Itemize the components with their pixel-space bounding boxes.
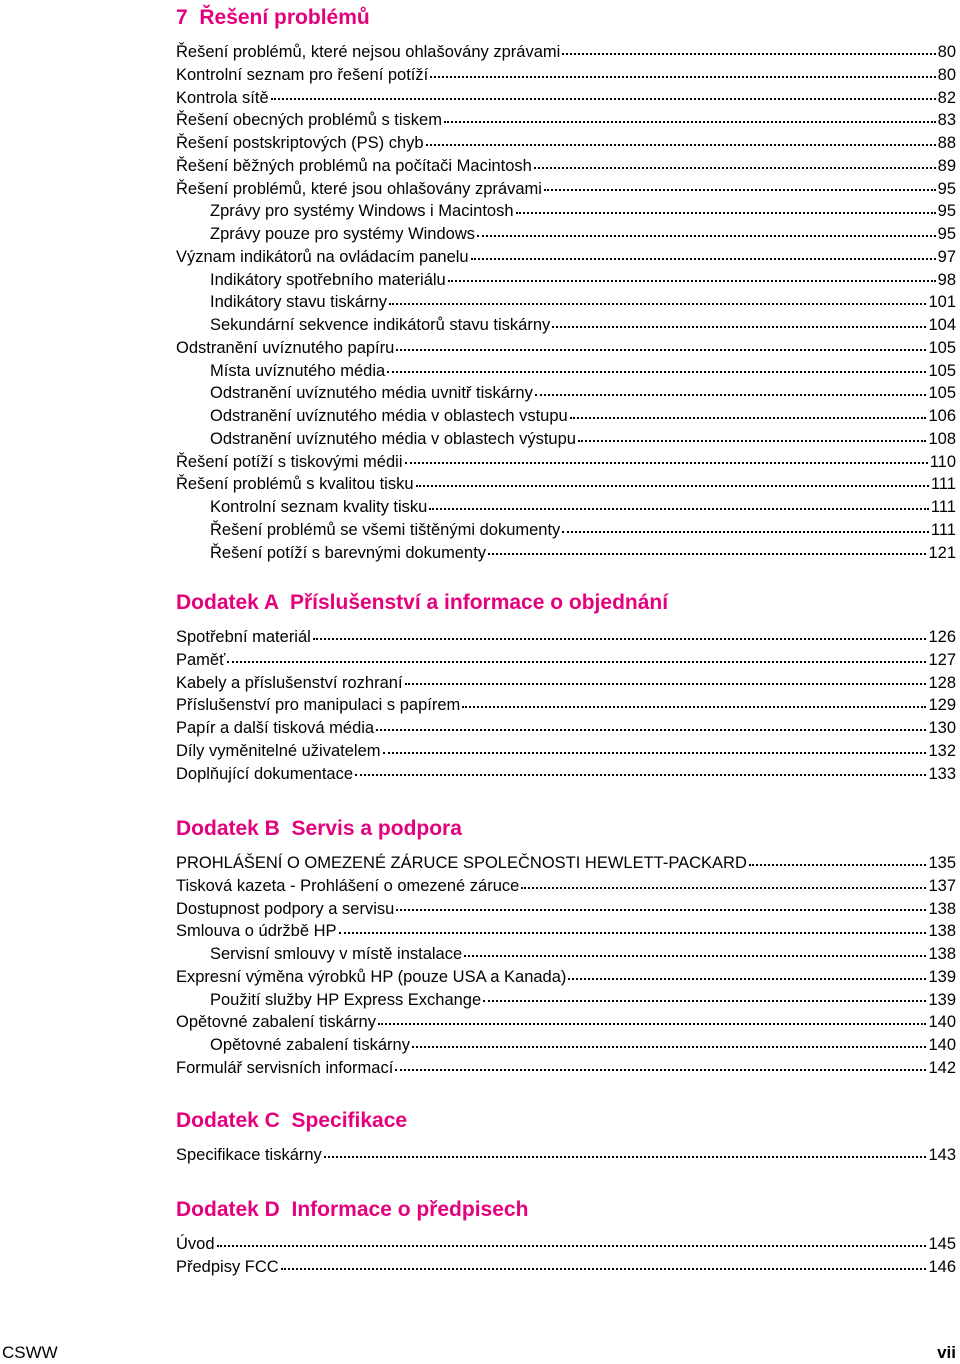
- toc-entry-page: 88: [937, 134, 956, 152]
- toc-entry-page: 140: [928, 1036, 956, 1054]
- toc-entry[interactable]: [176, 1034, 956, 1057]
- toc-entry-page: 82: [937, 88, 956, 107]
- dot-leader: [376, 728, 926, 731]
- toc-entry-label: Servisní smlouvy v místě instalace: [210, 945, 463, 963]
- toc-entry-label: Indikátory stavu tiskárny: [210, 293, 387, 312]
- section-entries: [176, 626, 956, 785]
- toc-entry-label: Specifikace tiskárny: [176, 1146, 322, 1164]
- toc-entry-label: Tisková kazeta - Prohlášení o omezené záruce: [176, 876, 520, 895]
- dot-leader: [387, 370, 926, 373]
- toc-entry-label: Předpisy FCC: [176, 1257, 279, 1276]
- dot-leader: [483, 999, 926, 1002]
- toc-entry-page: 95: [937, 179, 956, 198]
- toc-entry[interactable]: [176, 626, 956, 649]
- toc-entry-label: Zprávy pro systémy Windows i Macintosh: [210, 202, 514, 221]
- toc-entry[interactable]: [176, 1011, 956, 1034]
- toc-entry[interactable]: [176, 989, 956, 1012]
- toc-entry[interactable]: [176, 337, 956, 360]
- toc-entry-page: 80: [937, 43, 956, 61]
- toc-entry[interactable]: [176, 1057, 956, 1080]
- dot-leader: [516, 211, 936, 214]
- toc-entry[interactable]: [176, 405, 956, 428]
- toc-entry-label: Odstranění uvíznutého média v oblastech vstupu: [210, 407, 568, 425]
- dot-leader: [430, 75, 935, 78]
- toc-entry-label: Význam indikátorů na ovládacím panelu: [176, 247, 469, 266]
- toc-entry-label: Místa uvíznutého média: [210, 361, 386, 380]
- toc-entry-page: 111: [930, 520, 956, 539]
- toc-entry-page: 143: [928, 1146, 956, 1164]
- toc-entry-label: Řešení problémů s kvalitou tisku: [176, 475, 414, 494]
- toc-entry[interactable]: [176, 246, 956, 269]
- section-entries: [176, 1233, 956, 1279]
- toc-entry[interactable]: [176, 428, 956, 451]
- toc-entry[interactable]: [176, 109, 956, 132]
- toc-entry-label: Řešení problémů, které nejsou ohlašovány zprávami: [176, 43, 561, 61]
- toc-entry-page: 105: [928, 384, 956, 403]
- toc-section-appendix-d: [176, 1196, 956, 1279]
- toc-entry-label: Formulář servisních informací: [176, 1058, 394, 1077]
- toc-entry[interactable]: [176, 672, 956, 695]
- toc-entry[interactable]: [176, 519, 956, 542]
- toc-entry[interactable]: [176, 64, 956, 87]
- toc-entry-page: 80: [937, 65, 956, 84]
- section-title: Dodatek B Servis a podpora: [176, 817, 462, 840]
- toc-entry-label: Řešení problémů se všemi tištěnými dokumenty: [210, 520, 561, 539]
- dot-leader: [227, 660, 926, 663]
- toc-entry[interactable]: [176, 542, 956, 565]
- toc-entry-page: 126: [928, 628, 956, 646]
- dot-leader: [444, 120, 936, 123]
- toc-entry-label: Řešení problémů, které jsou ohlašovány zprávami: [176, 179, 542, 198]
- toc-entry-label: Expresní výměna výrobků HP (pouze USA a Kanada): [176, 967, 567, 986]
- toc-entry-label: Díly vyměnitelné uživatelem: [176, 741, 381, 760]
- dot-leader: [281, 1267, 927, 1270]
- toc-entry-page: 146: [928, 1257, 956, 1276]
- dot-leader: [412, 1045, 927, 1048]
- toc-entry-label: Řešení běžných problémů na počítači Macintosh: [176, 156, 532, 175]
- toc-entry-page: 111: [930, 475, 956, 494]
- dot-leader: [462, 705, 926, 708]
- dot-leader: [578, 439, 927, 442]
- toc-entry-label: Spotřební materiál: [176, 628, 311, 646]
- toc-entry-page: 111: [930, 498, 956, 516]
- toc-entry-page: 104: [928, 316, 956, 334]
- toc-entry-page: 140: [928, 1013, 956, 1032]
- dot-leader: [396, 348, 926, 351]
- toc-entry-page: 89: [937, 156, 956, 175]
- toc-entry[interactable]: [176, 649, 956, 672]
- dot-leader: [271, 97, 936, 100]
- toc-entry-page: 83: [937, 111, 956, 130]
- toc-entry-page: 108: [928, 429, 956, 448]
- toc-entry-label: Papír a další tisková média: [176, 719, 375, 737]
- toc-entry-label: Příslušenství pro manipulaci s papírem: [176, 696, 461, 715]
- dot-leader: [217, 1244, 927, 1247]
- toc-entry[interactable]: [176, 451, 956, 474]
- toc-entry-page: 130: [928, 719, 956, 737]
- section-entries: [176, 41, 956, 564]
- toc-entry-page: 98: [937, 270, 956, 289]
- section-entries: [176, 852, 956, 1080]
- dot-leader: [488, 552, 926, 555]
- toc-entry-label: Zprávy pouze pro systémy Windows: [210, 225, 476, 243]
- toc-entry[interactable]: [176, 360, 956, 383]
- toc-entry[interactable]: [176, 1233, 956, 1256]
- toc-entry[interactable]: [176, 694, 956, 717]
- toc-entry-page: 97: [937, 247, 956, 266]
- toc-entry-page: 137: [928, 876, 956, 895]
- toc-entry-label: Kontrolní seznam kvality tisku: [210, 498, 428, 516]
- toc-entry-label: Odstranění uvíznutého papíru: [176, 338, 395, 357]
- dot-leader: [426, 143, 936, 146]
- dot-leader: [562, 530, 929, 533]
- toc-entry-label: Řešení obecných problémů s tiskem: [176, 111, 442, 130]
- dot-leader: [568, 977, 926, 980]
- toc-entry[interactable]: [176, 41, 956, 64]
- toc-entry-label: Odstranění uvíznutého média v oblastech výstupu: [210, 429, 576, 448]
- dot-leader: [429, 507, 929, 510]
- toc-entry[interactable]: [176, 740, 956, 763]
- toc-section-7: [176, 4, 956, 564]
- footer-doc-code: CSWW: [2, 1343, 58, 1362]
- toc-entry-label: Sekundární sekvence indikátorů stavu tiskárny: [210, 316, 551, 334]
- toc-entry-page: 138: [928, 922, 956, 941]
- toc-entry[interactable]: [176, 200, 956, 223]
- toc-entry-label: Opětovné zabalení tiskárny: [176, 1013, 376, 1032]
- toc-entry[interactable]: [176, 1256, 956, 1279]
- toc-entry-page: 139: [928, 990, 956, 1009]
- toc-entry-page: 106: [928, 407, 956, 425]
- toc-entry-label: Řešení potíží s barevnými dokumenty: [210, 543, 487, 562]
- toc-entry-page: 145: [928, 1235, 956, 1253]
- toc-entry-page: 101: [928, 293, 956, 312]
- toc-section-appendix-c: [176, 1107, 956, 1167]
- section-entries: [176, 1144, 956, 1167]
- dot-leader: [396, 908, 926, 911]
- toc-entry[interactable]: [176, 269, 956, 292]
- toc-entry-page: 110: [929, 452, 956, 471]
- section-title: Dodatek A Příslušenství a informace o objednání: [176, 591, 669, 614]
- toc-entry-page: 132: [928, 741, 956, 760]
- toc-entry-label: Řešení postskriptových (PS) chyb: [176, 134, 424, 152]
- toc-entry-label: Kontrola sítě: [176, 88, 269, 107]
- toc-entry[interactable]: [176, 717, 956, 740]
- dot-leader: [464, 954, 926, 957]
- toc-entry[interactable]: [176, 155, 956, 178]
- toc-entry-label: Použití služby HP Express Exchange: [210, 990, 482, 1009]
- toc-entry-label: PROHLÁŠENÍ O OMEZENÉ ZÁRUCE SPOLEČNOSTI HEWLETT-PACKARD: [176, 854, 747, 872]
- dot-leader: [405, 682, 927, 685]
- toc-entry[interactable]: [176, 314, 956, 337]
- toc-entry[interactable]: [176, 943, 956, 966]
- dot-leader: [395, 1068, 926, 1071]
- footer-page-number: vii: [937, 1343, 956, 1362]
- toc-entry-page: 138: [928, 945, 956, 963]
- toc-entry-label: Smlouva o údržbě HP: [176, 922, 337, 941]
- dot-leader: [389, 302, 926, 305]
- toc-entry-label: Kabely a příslušenství rozhraní: [176, 673, 403, 692]
- toc-entry-label: Kontrolní seznam pro řešení potíží: [176, 65, 429, 84]
- dot-leader: [339, 931, 927, 934]
- dot-leader: [535, 393, 927, 396]
- toc-entry-label: Odstranění uvíznutého média uvnitř tiskárny: [210, 384, 533, 403]
- toc-entry-page: 105: [928, 361, 956, 380]
- toc-entry[interactable]: [176, 763, 956, 786]
- dot-leader: [378, 1022, 927, 1025]
- section-title: Dodatek C Specifikace: [176, 1109, 408, 1132]
- dot-leader: [313, 637, 927, 640]
- toc-entry-label: Dostupnost podpory a servisu: [176, 899, 395, 918]
- dot-leader: [534, 166, 936, 169]
- section-title: Dodatek D Informace o předpisech: [176, 1198, 529, 1221]
- dot-leader: [405, 461, 928, 464]
- toc-section-appendix-b: [176, 815, 956, 1080]
- toc-entry-label: Řešení potíží s tiskovými médii: [176, 452, 403, 471]
- toc-entry-page: 127: [928, 650, 956, 669]
- dot-leader: [570, 416, 927, 419]
- dot-leader: [477, 234, 936, 237]
- toc-entry[interactable]: [176, 87, 956, 110]
- toc-entry[interactable]: [176, 496, 956, 519]
- toc-entry-page: 135: [928, 854, 956, 872]
- toc-entry-page: 128: [928, 673, 956, 692]
- dot-leader: [471, 257, 936, 260]
- toc-entry-page: 139: [928, 967, 956, 986]
- toc-entry-page: 138: [928, 899, 956, 918]
- dot-leader: [416, 484, 929, 487]
- toc-section-appendix-a: [176, 589, 956, 785]
- toc-entry-label: Indikátory spotřebního materiálu: [210, 270, 446, 289]
- toc-entry-page: 142: [928, 1058, 956, 1077]
- toc-entry[interactable]: [176, 382, 956, 405]
- toc-entry-page: 133: [928, 764, 956, 783]
- toc-entry[interactable]: [176, 132, 956, 155]
- toc-entry-page: 121: [928, 543, 956, 562]
- toc-entry-page: 95: [937, 202, 956, 221]
- dot-leader: [448, 279, 936, 282]
- dot-leader: [355, 773, 926, 776]
- toc-entry-label: Opětovné zabalení tiskárny: [210, 1036, 410, 1054]
- toc-entry[interactable]: [176, 473, 956, 496]
- toc-entry[interactable]: [176, 875, 956, 898]
- dot-leader: [552, 325, 926, 328]
- toc-entry[interactable]: [176, 920, 956, 943]
- toc-entry[interactable]: [176, 1144, 956, 1167]
- toc-entry-page: 129: [928, 696, 956, 715]
- toc-entry-label: Úvod: [176, 1235, 215, 1253]
- toc-entry-label: Paměť: [176, 650, 226, 669]
- dot-leader: [544, 188, 936, 191]
- toc-entry-label: Doplňující dokumentace: [176, 764, 354, 783]
- section-title: 7 Řešení problémů: [176, 6, 370, 29]
- toc-entry[interactable]: [176, 223, 956, 246]
- dot-leader: [324, 1155, 927, 1158]
- dot-leader: [749, 863, 927, 866]
- toc-entry[interactable]: [176, 852, 956, 875]
- toc-entry[interactable]: [176, 898, 956, 921]
- dot-leader: [383, 751, 927, 754]
- dot-leader: [521, 886, 926, 889]
- dot-leader: [562, 52, 935, 55]
- toc-entry[interactable]: [176, 291, 956, 314]
- toc-entry[interactable]: [176, 178, 956, 201]
- toc-entry-page: 95: [937, 225, 956, 243]
- toc-entry-page: 105: [928, 338, 956, 357]
- toc-entry[interactable]: [176, 966, 956, 989]
